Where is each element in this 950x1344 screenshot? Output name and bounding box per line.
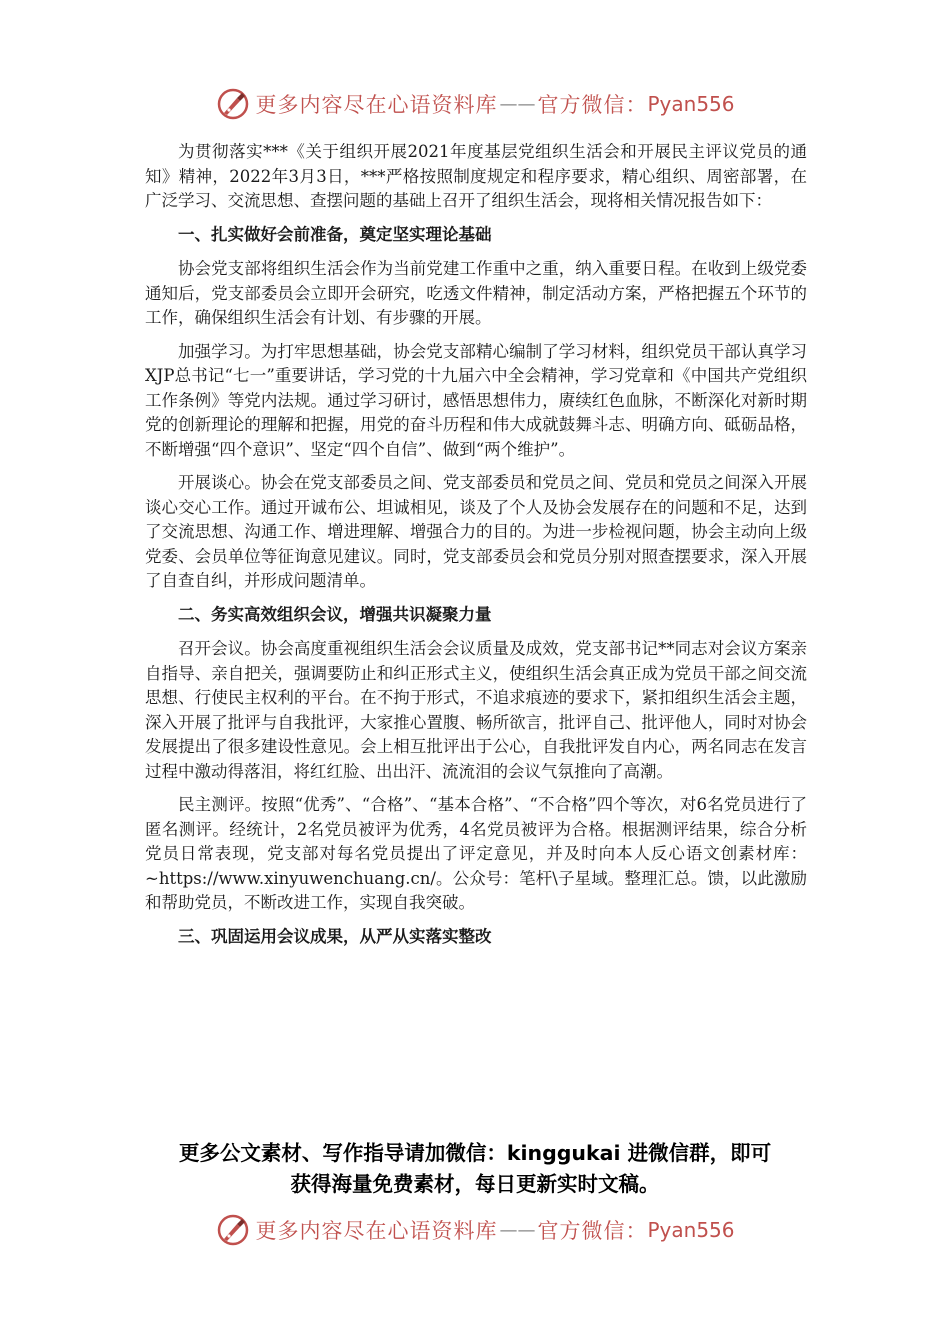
- section-1-paragraph-2: 加强学习。为打牢思想基础，协会党支部精心编制了学习材料，组织党员干部认真学习XJP总书记“七一”重要讲话，学习党的十九届六中全会精神，学习党章和《中国共产党组织工作条例》等党内法规。通过学习研讨，感悟思想伟力，赓续红色血脉，不断深化对新时期党的创新理论的理解和把握，用党的奋斗历程和伟大成就鼓舞斗志、明确方向、砥砺品格，不断增强“四个意识”、坚定“四个自信”、做到“两个维护”。: [145, 341, 807, 459]
- document-body: [145, 140, 807, 959]
- section-2-heading: 二、务实高效组织会议，增强共识凝聚力量: [178, 604, 492, 624]
- section-1-paragraph-3: 开展谈心。协会在党支部委员之间、党支部委员和党员之间、党员和党员之间深入开展谈心交心工作。通过开诚布公、坦诚相见，谈及了个人及协会发展存在的问题和不足，达到了交流思想、沟通工作、增进理解、增强合力的目的。为进一步检视问题，协会主动向上级党委、会员单位等征询意见建议。同时，党支部委员会和党员分别对照查摆要求，深入开展了自查自纠，并形成问题清单。: [145, 473, 807, 590]
- banner-wechat-id: Pyan556: [647, 1218, 735, 1242]
- section-3-heading: 三、巩固运用会议成果，从严从实落实整改: [178, 926, 492, 946]
- footer-banner: [0, 1210, 950, 1250]
- promo-block: [0, 1138, 950, 1200]
- promo-line-2: 获得海量免费素材，每日更新实时文稿。: [290, 1172, 660, 1196]
- section-2-paragraph-1: 召开会议。协会高度重视组织生活会会议质量及成效，党支部书记**同志对会议方案亲自指导、亲自把关，强调要防止和纠正形式主义，使组织生活会真正成为党员干部之间交流思想、行使民主权利的平台。在不拘于形式，不追求痕迹的要求下，紧扣组织生活会主题，深入开展了批评与自我批评，大家推心置腹、畅所欲言，批评自己、批评他人，同时对协会发展提出了很多建设性意见。会上相互批评出于公心，自我批评发自内心，两名同志在发言过程中激动得落泪，将红红脸、出出汗、流流泪的会议气氛推向了高潮。: [145, 639, 807, 781]
- banner-separator: ——: [499, 1219, 536, 1241]
- pen-nib-logo-icon: [215, 1212, 251, 1248]
- banner-separator: ——: [499, 93, 536, 115]
- header-banner: [0, 84, 950, 124]
- banner-title: 更多内容尽在心语资料库: [255, 1219, 498, 1243]
- banner-wechat-id: Pyan556: [647, 92, 735, 116]
- promo-line-1: 更多公文素材、写作指导请加微信：kinggukai 进微信群，即可: [178, 1141, 772, 1165]
- banner-suffix: 官方微信：: [537, 93, 648, 117]
- banner-title: 更多内容尽在心语资料库: [255, 93, 498, 117]
- intro-paragraph: 为贯彻落实***《关于组织开展2021年度基层党组织生活会和开展民主评议党员的通知》精神，2022年3月3日，***严格按照制度规定和程序要求，精心组织、周密部署，在广泛学习、交流思想、查摆问题的基础上召开了组织生活会，现将相关情况报告如下：: [145, 142, 807, 210]
- section-1-heading: 一、扎实做好会前准备，奠定坚实理论基础: [178, 224, 492, 244]
- pen-nib-logo-icon: [215, 86, 251, 122]
- banner-suffix: 官方微信：: [537, 1219, 648, 1243]
- section-2-paragraph-2: 民主测评。按照“优秀”、“合格”、“基本合格”、“不合格”四个等次，对6名党员进行了匿名测评。经统计，2名党员被评为优秀，4名党员被评为合格。根据测评结果，综合分析党员日常表现，党支部对每名党员提出了评定意见，并及时向本人反心语文创素材库：~https://www.xinyuwenchuang.cn/。公众号：笔杆\子星域。整理汇总。馈，以此激励和帮助党员，不断改进工作，实现自我突破。: [145, 795, 807, 912]
- section-1-paragraph-1: 协会党支部将组织生活会作为当前党建工作重中之重，纳入重要日程。在收到上级党委通知后，党支部委员会立即开会研究，吃透文件精神，制定活动方案，严格把握五个环节的工作，确保组织生活会有计划、有步骤的开展。: [145, 259, 807, 327]
